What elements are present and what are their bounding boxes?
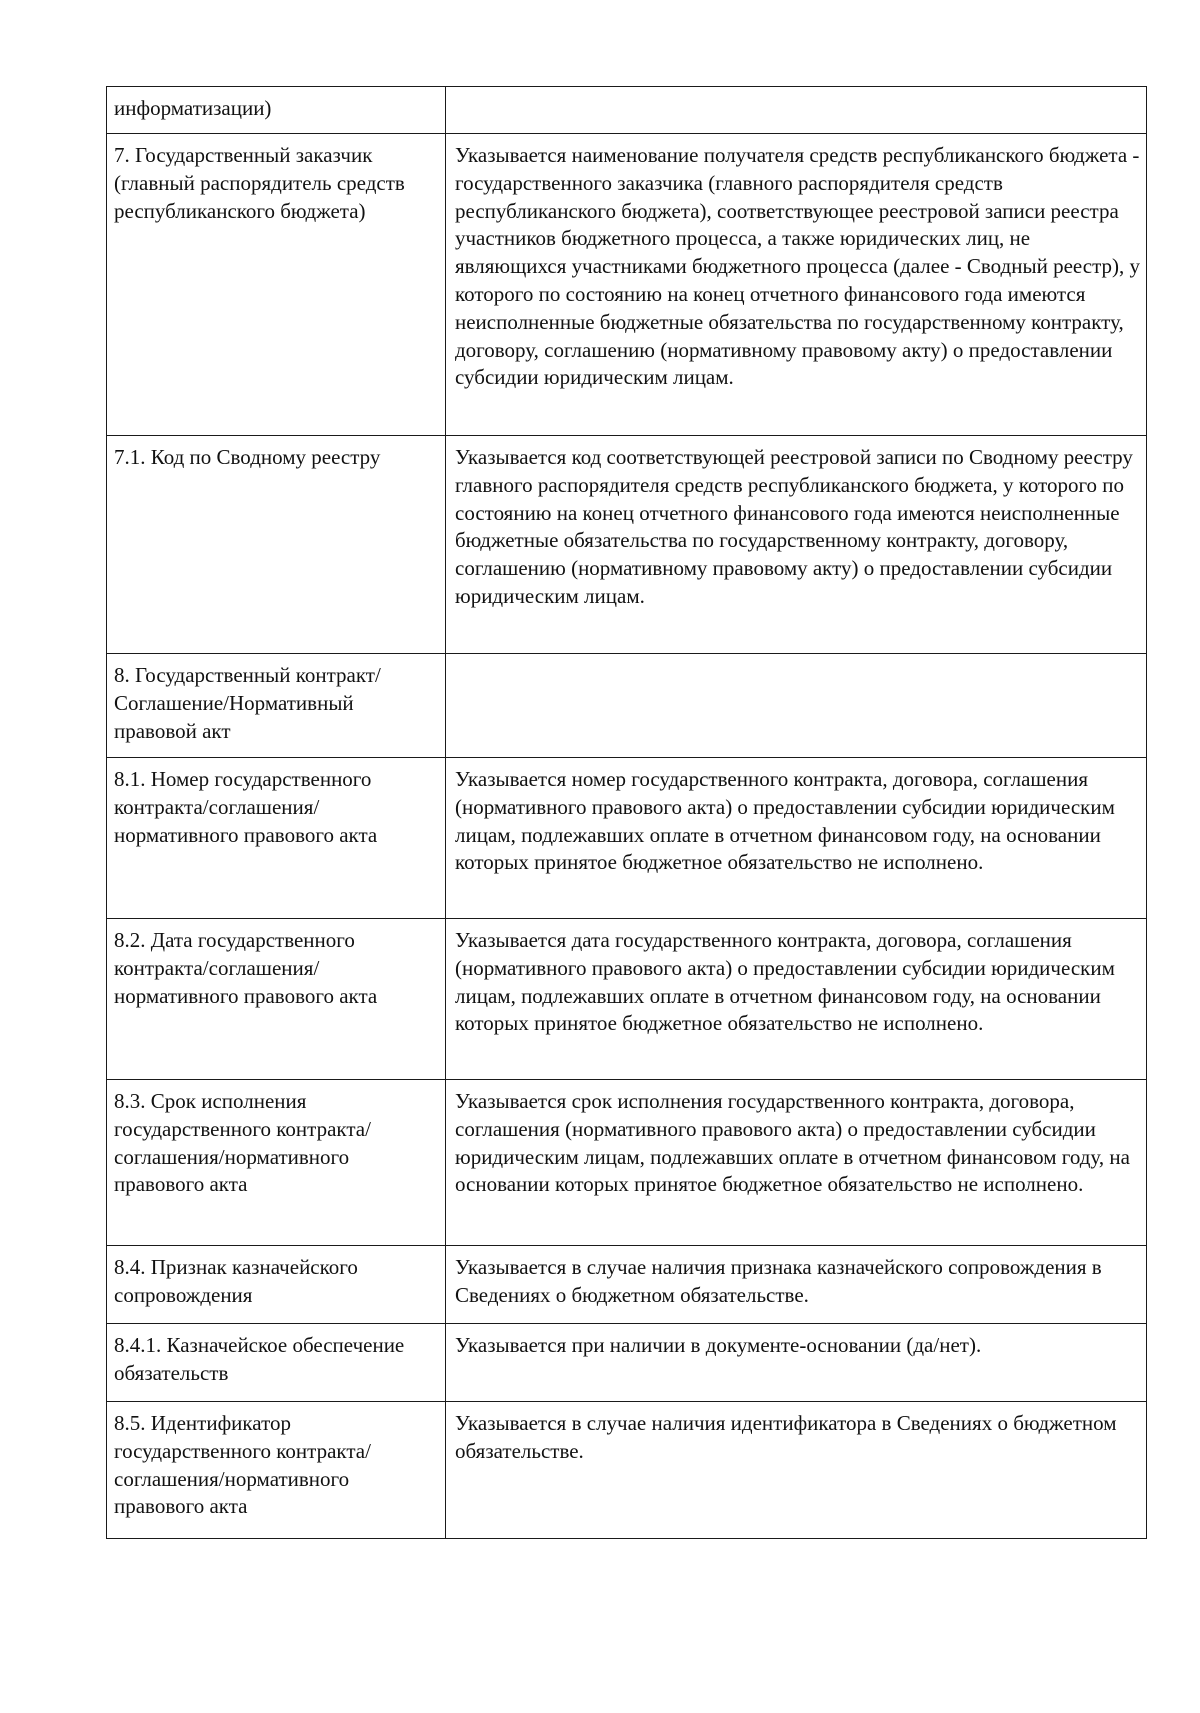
field-name-cell: 8.4.1. Казначейское обеспечение обязательств xyxy=(107,1324,446,1402)
field-name-cell: 8.1. Номер государственного контракта/соглашения/нормативного правового акта xyxy=(107,758,446,919)
field-name-cell: 8.2. Дата государственного контракта/соглашения/нормативного правового акта xyxy=(107,919,446,1080)
table-row xyxy=(107,436,1147,654)
table-row xyxy=(107,1246,1147,1324)
field-description-cell: Указывается код соответствующей реестровой записи по Сводному реестру главного распорядителя средств республиканского бюджета, у которого по состоянию на конец отчетного финансового года имеются неисполненные бюджетные обязательства по государственному контракту, договору, соглашению (нормативному правовому акту) о предоставлении субсидии юридическим лицам. xyxy=(446,436,1147,654)
field-name-cell: 8.5. Идентификатор государственного контракта/соглашения/нормативного правового акта xyxy=(107,1402,446,1539)
table-row xyxy=(107,134,1147,436)
field-description-cell: Указывается дата государственного контракта, договора, соглашения (нормативного правового акта) о предоставлении субсидии юридическим лицам, подлежавших оплате в отчетном финансовом году, на основании которых принятое бюджетное обязательство не исполнено. xyxy=(446,919,1147,1080)
document-table xyxy=(106,86,1147,1539)
table-row xyxy=(107,758,1147,919)
table-row xyxy=(107,1324,1147,1402)
field-description-cell: Указывается наименование получателя средств республиканского бюджета - государственного заказчика (главного распорядителя средств республиканского бюджета), соответствующее реестровой записи реестра участников бюджетного процесса, а также юридических лиц, не являющихся участниками бюджетного процесса (далее - Сводный реестр), у которого по состоянию на конец отчетного финансового года имеются неисполненные бюджетные обязательства по государственному контракту, договору, соглашению (нормативному правовому акту) о предоставлении субсидии юридическим лицам. xyxy=(446,134,1147,436)
field-name-cell: информатизации) xyxy=(107,87,446,134)
field-description-cell xyxy=(446,654,1147,758)
field-description-cell xyxy=(446,87,1147,134)
table-row xyxy=(107,1402,1147,1539)
field-name-cell: 7.1. Код по Сводному реестру xyxy=(107,436,446,654)
field-description-cell: Указывается в случае наличия идентификатора в Сведениях о бюджетном обязательстве. xyxy=(446,1402,1147,1539)
table-row xyxy=(107,919,1147,1080)
field-description-cell: Указывается срок исполнения государственного контракта, договора, соглашения (нормативного правового акта) о предоставлении субсидии юридическим лицам, подлежавших оплате в отчетном финансовом году, на основании которых принятое бюджетное обязательство не исполнено. xyxy=(446,1080,1147,1246)
field-description-cell: Указывается в случае наличия признака казначейского сопровождения в Сведениях о бюджетном обязательстве. xyxy=(446,1246,1147,1324)
field-description-cell: Указывается при наличии в документе-основании (да/нет). xyxy=(446,1324,1147,1402)
table-row xyxy=(107,87,1147,134)
field-description-cell: Указывается номер государственного контракта, договора, соглашения (нормативного правового акта) о предоставлении субсидии юридическим лицам, подлежавших оплате в отчетном финансовом году, на основании которых принятое бюджетное обязательство не исполнено. xyxy=(446,758,1147,919)
field-name-cell: 8.4. Признак казначейского сопровождения xyxy=(107,1246,446,1324)
field-name-cell: 8. Государственный контракт/Соглашение/Нормативный правовой акт xyxy=(107,654,446,758)
table-row xyxy=(107,1080,1147,1246)
field-name-cell: 8.3. Срок исполнения государственного контракта/соглашения/нормативного правового акта xyxy=(107,1080,446,1246)
field-name-cell: 7. Государственный заказчик (главный распорядитель средств республиканского бюджета) xyxy=(107,134,446,436)
table-row xyxy=(107,654,1147,758)
